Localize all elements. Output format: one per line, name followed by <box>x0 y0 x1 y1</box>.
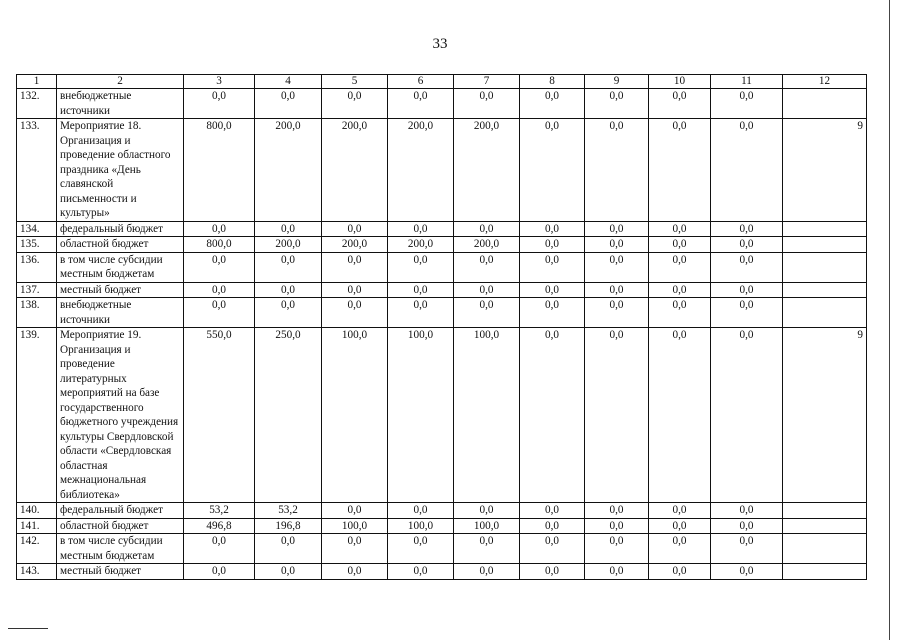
value-cell: 0,0 <box>711 282 783 298</box>
row-number: 133. <box>17 119 57 222</box>
value-cell: 0,0 <box>711 89 783 119</box>
value-cell: 0,0 <box>520 518 585 534</box>
value-cell: 0,0 <box>520 252 585 282</box>
value-cell: 0,0 <box>520 328 585 503</box>
value-cell: 0,0 <box>255 282 322 298</box>
page-number: 33 <box>432 36 448 52</box>
value-cell: 200,0 <box>322 119 388 222</box>
value-cell: 0,0 <box>454 282 520 298</box>
value-cell: 0,0 <box>520 89 585 119</box>
value-cell: 100,0 <box>454 328 520 503</box>
row-number: 139. <box>17 328 57 503</box>
value-cell: 0,0 <box>585 282 649 298</box>
value-cell: 0,0 <box>520 237 585 253</box>
table-row <box>17 534 867 564</box>
value-cell: 0,0 <box>520 564 585 580</box>
value-cell: 200,0 <box>388 237 454 253</box>
target-indicator-cell <box>783 534 867 564</box>
row-number: 134. <box>17 221 57 237</box>
row-number: 141. <box>17 518 57 534</box>
column-header: 1 <box>17 75 57 89</box>
value-cell: 0,0 <box>585 89 649 119</box>
row-number: 138. <box>17 298 57 328</box>
value-cell: 0,0 <box>255 89 322 119</box>
value-cell: 0,0 <box>649 298 711 328</box>
value-cell: 0,0 <box>255 221 322 237</box>
value-cell: 0,0 <box>184 564 255 580</box>
value-cell: 100,0 <box>388 328 454 503</box>
value-cell: 0,0 <box>255 534 322 564</box>
value-cell: 0,0 <box>585 518 649 534</box>
value-cell: 0,0 <box>184 298 255 328</box>
page-edge-mark <box>8 628 48 629</box>
row-title: областной бюджет <box>57 518 184 534</box>
target-indicator-cell <box>783 564 867 580</box>
value-cell: 0,0 <box>585 534 649 564</box>
value-cell: 0,0 <box>520 503 585 519</box>
target-indicator-cell <box>783 298 867 328</box>
value-cell: 0,0 <box>711 328 783 503</box>
column-header: 5 <box>322 75 388 89</box>
column-header: 4 <box>255 75 322 89</box>
table-row <box>17 564 867 580</box>
table-row <box>17 518 867 534</box>
value-cell: 0,0 <box>649 119 711 222</box>
column-header: 12 <box>783 75 867 89</box>
value-cell: 0,0 <box>585 221 649 237</box>
row-number: 135. <box>17 237 57 253</box>
row-title: местный бюджет <box>57 282 184 298</box>
value-cell: 0,0 <box>454 564 520 580</box>
row-title: в том числе субсидии местным бюджетам <box>57 534 184 564</box>
row-number: 143. <box>17 564 57 580</box>
row-title: Мероприятие 19. Организация и проведение литературных мероприятий на базе государственного бюджетного учреждения культуры Свердловской области «Свердловская областная межнациональная библиотека» <box>57 328 184 503</box>
value-cell: 0,0 <box>322 252 388 282</box>
value-cell: 200,0 <box>255 237 322 253</box>
table-row <box>17 298 867 328</box>
row-title: местный бюджет <box>57 564 184 580</box>
value-cell: 0,0 <box>649 221 711 237</box>
row-title: федеральный бюджет <box>57 221 184 237</box>
value-cell: 0,0 <box>184 89 255 119</box>
table-row <box>17 503 867 519</box>
value-cell: 0,0 <box>711 503 783 519</box>
value-cell: 0,0 <box>649 534 711 564</box>
value-cell: 0,0 <box>585 252 649 282</box>
value-cell: 100,0 <box>322 518 388 534</box>
value-cell: 200,0 <box>322 237 388 253</box>
value-cell: 800,0 <box>184 237 255 253</box>
table-row <box>17 119 867 222</box>
value-cell: 0,0 <box>649 237 711 253</box>
value-cell: 250,0 <box>255 328 322 503</box>
value-cell: 0,0 <box>454 534 520 564</box>
row-number: 140. <box>17 503 57 519</box>
column-header: 10 <box>649 75 711 89</box>
value-cell: 0,0 <box>520 221 585 237</box>
budget-table <box>16 74 867 580</box>
row-number: 132. <box>17 89 57 119</box>
value-cell: 0,0 <box>322 221 388 237</box>
value-cell: 0,0 <box>322 534 388 564</box>
table-row <box>17 328 867 503</box>
table-body <box>17 89 867 580</box>
target-indicator-cell <box>783 252 867 282</box>
value-cell: 0,0 <box>711 534 783 564</box>
value-cell: 0,0 <box>322 282 388 298</box>
column-header: 6 <box>388 75 454 89</box>
value-cell: 0,0 <box>454 298 520 328</box>
value-cell: 0,0 <box>649 252 711 282</box>
value-cell: 196,8 <box>255 518 322 534</box>
value-cell: 0,0 <box>711 298 783 328</box>
target-indicator-cell <box>783 518 867 534</box>
value-cell: 0,0 <box>184 282 255 298</box>
row-title: в том числе субсидии местным бюджетам <box>57 252 184 282</box>
value-cell: 0,0 <box>649 328 711 503</box>
table-row <box>17 282 867 298</box>
value-cell: 0,0 <box>585 119 649 222</box>
value-cell: 0,0 <box>255 564 322 580</box>
value-cell: 0,0 <box>711 518 783 534</box>
column-header: 3 <box>184 75 255 89</box>
value-cell: 0,0 <box>454 252 520 282</box>
value-cell: 0,0 <box>520 534 585 564</box>
column-header: 11 <box>711 75 783 89</box>
value-cell: 0,0 <box>454 503 520 519</box>
value-cell: 53,2 <box>184 503 255 519</box>
value-cell: 100,0 <box>322 328 388 503</box>
value-cell: 0,0 <box>255 298 322 328</box>
value-cell: 0,0 <box>520 119 585 222</box>
value-cell: 0,0 <box>322 298 388 328</box>
target-indicator-cell <box>783 221 867 237</box>
row-number: 137. <box>17 282 57 298</box>
value-cell: 0,0 <box>388 564 454 580</box>
value-cell: 200,0 <box>454 119 520 222</box>
value-cell: 0,0 <box>711 221 783 237</box>
value-cell: 0,0 <box>649 89 711 119</box>
value-cell: 0,0 <box>585 503 649 519</box>
column-header: 7 <box>454 75 520 89</box>
target-indicator-cell <box>783 503 867 519</box>
value-cell: 550,0 <box>184 328 255 503</box>
value-cell: 0,0 <box>649 518 711 534</box>
value-cell: 100,0 <box>388 518 454 534</box>
value-cell: 0,0 <box>454 221 520 237</box>
value-cell: 100,0 <box>454 518 520 534</box>
value-cell: 0,0 <box>520 298 585 328</box>
value-cell: 0,0 <box>649 564 711 580</box>
value-cell: 200,0 <box>454 237 520 253</box>
value-cell: 53,2 <box>255 503 322 519</box>
column-header: 2 <box>57 75 184 89</box>
value-cell: 0,0 <box>388 503 454 519</box>
value-cell: 200,0 <box>388 119 454 222</box>
header-row <box>17 75 867 89</box>
target-indicator-cell <box>783 282 867 298</box>
row-number: 136. <box>17 252 57 282</box>
value-cell: 0,0 <box>322 564 388 580</box>
value-cell: 0,0 <box>388 282 454 298</box>
value-cell: 0,0 <box>649 503 711 519</box>
value-cell: 0,0 <box>322 89 388 119</box>
value-cell: 0,0 <box>388 298 454 328</box>
row-number: 142. <box>17 534 57 564</box>
value-cell: 0,0 <box>184 221 255 237</box>
value-cell: 0,0 <box>184 252 255 282</box>
column-header: 9 <box>585 75 649 89</box>
value-cell: 0,0 <box>322 503 388 519</box>
page-right-edge <box>889 0 890 640</box>
value-cell: 0,0 <box>520 282 585 298</box>
row-title: федеральный бюджет <box>57 503 184 519</box>
column-header: 8 <box>520 75 585 89</box>
row-title: внебюджетные источники <box>57 89 184 119</box>
value-cell: 200,0 <box>255 119 322 222</box>
table-row <box>17 221 867 237</box>
row-title: внебюджетные источники <box>57 298 184 328</box>
value-cell: 0,0 <box>388 89 454 119</box>
value-cell: 0,0 <box>585 237 649 253</box>
value-cell: 0,0 <box>585 328 649 503</box>
value-cell: 0,0 <box>454 89 520 119</box>
target-indicator-cell: 9 <box>783 119 867 222</box>
table-row <box>17 252 867 282</box>
value-cell: 0,0 <box>711 119 783 222</box>
target-indicator-cell <box>783 89 867 119</box>
value-cell: 0,0 <box>585 564 649 580</box>
value-cell: 0,0 <box>388 252 454 282</box>
target-indicator-cell <box>783 237 867 253</box>
target-indicator-cell: 9 <box>783 328 867 503</box>
row-title: областной бюджет <box>57 237 184 253</box>
table-row <box>17 89 867 119</box>
value-cell: 0,0 <box>388 534 454 564</box>
value-cell: 0,0 <box>711 252 783 282</box>
value-cell: 0,0 <box>711 237 783 253</box>
row-title: Мероприятие 18. Организация и проведение областного праздника «День славянской письменности и культуры» <box>57 119 184 222</box>
value-cell: 0,0 <box>255 252 322 282</box>
value-cell: 496,8 <box>184 518 255 534</box>
value-cell: 0,0 <box>649 282 711 298</box>
value-cell: 0,0 <box>184 534 255 564</box>
value-cell: 0,0 <box>388 221 454 237</box>
table-row <box>17 237 867 253</box>
value-cell: 0,0 <box>711 564 783 580</box>
value-cell: 800,0 <box>184 119 255 222</box>
value-cell: 0,0 <box>585 298 649 328</box>
